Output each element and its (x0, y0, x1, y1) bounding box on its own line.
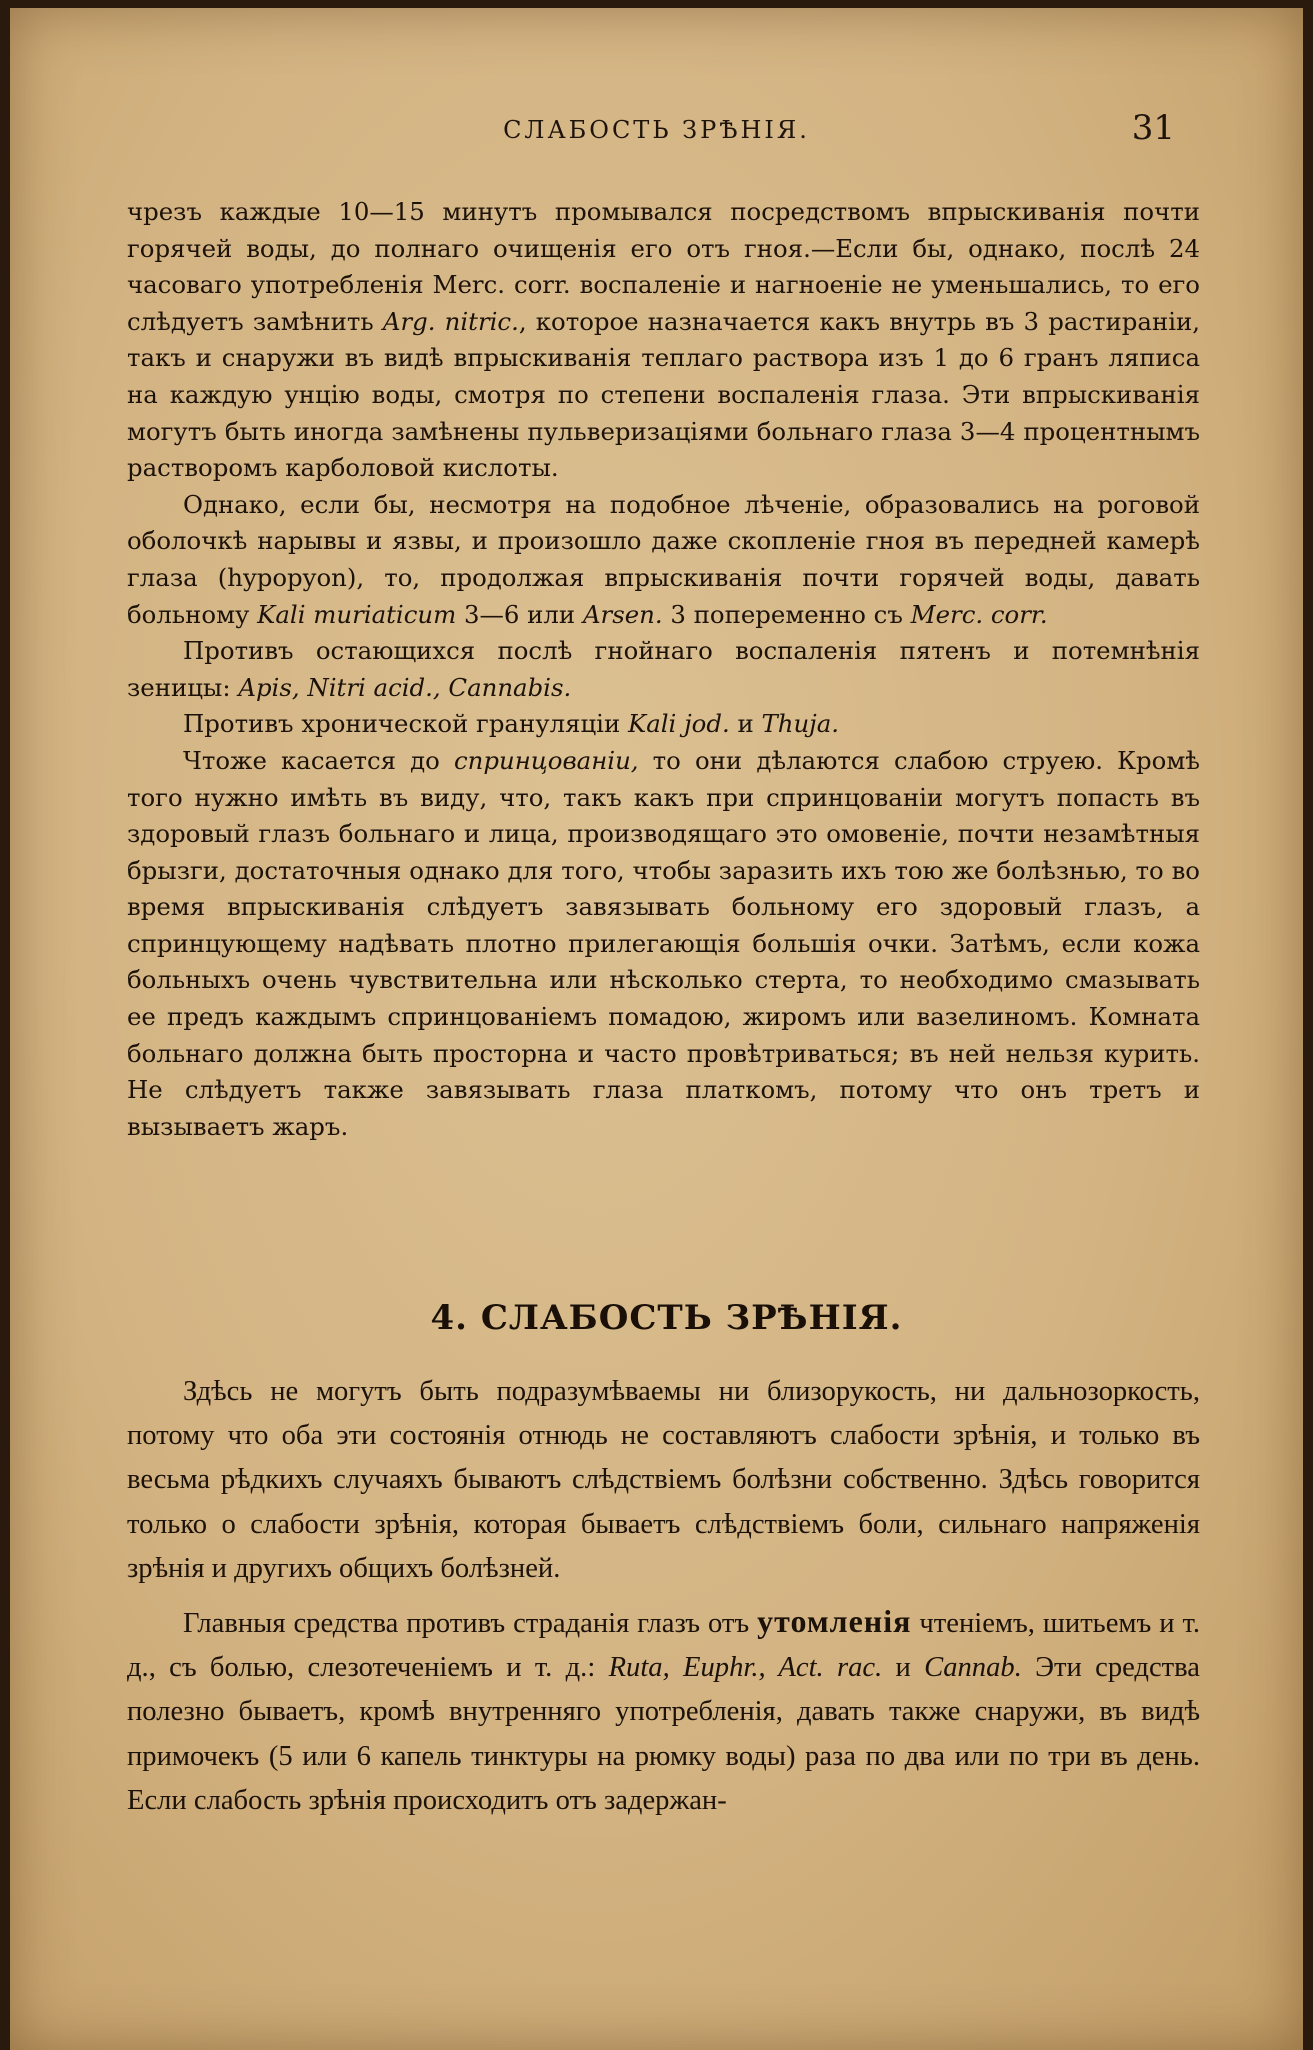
remedy-name: Kali jod. (627, 709, 730, 739)
remedy-name: Arg. nitric. (382, 306, 519, 336)
remedy-name: Cannab. (924, 1652, 1022, 1684)
emphasis: утомленія (757, 1603, 912, 1640)
running-title: СЛАБОСТЬ ЗРѢНІЯ. (503, 116, 810, 144)
remedy-name: Ruta, Euphr., Act. rac. (608, 1652, 883, 1684)
paragraph: Противъ остающихся послѣ гнойнаго воспаленія пятенъ и потемнѣнія зеницы: Apis, Nitri acid., Cannabis. (127, 636, 1200, 702)
book-page (10, 8, 1303, 2050)
paragraph: Чтоже касается до спринцованіи, то они дѣлаются слабою струею. Кромѣ того нужно имѣть въ виду, что, такъ какъ при спринцованіи могутъ попасть въ здоровый глазъ больнаго и лица, производящаго это омовеніе, почти незамѣтныя брызги, достаточныя однако для того, чтобы заразить ихъ тою же болѣзнью, то во время впрыскиванія слѣдуетъ завязывать больному его здоровый глазъ, а спринцующему надѣвать плотно прилегающія большія очки. Затѣмъ, если кожа больныхъ очень чувствительна или нѣсколько стерта, то необходимо смазывать ее предъ каждымъ спринцованіемъ помадою, жиромъ или вазелиномъ. Комната больнаго должна быть просторна и часто провѣтриваться; въ ней нельзя курить. Не слѣдуетъ также завязывать глаза платкомъ, потому что онъ третъ и вызываетъ жаръ. (127, 745, 1200, 1141)
page-number: 31 (1131, 108, 1175, 148)
remedy-name: Thuja. (761, 709, 840, 739)
remedy-name: Arsen. (582, 599, 663, 629)
text-block-large (127, 1370, 1200, 1823)
section-heading: 4. СЛАБОСТЬ ЗРѢНІЯ. (430, 1298, 903, 1338)
paragraph: Однако, если бы, несмотря на подобное лѣченіе, образовались на роговой оболочкѣ нарывы и язвы, и произошло даже скопленіе гноя въ передней камерѣ глаза (hypopyon), то, продолжая впрыскиванія почти горячей воды, давать больному Kali muriaticum 3—6 или Arsen. 3 попеременно съ Merc. corr. (127, 489, 1200, 629)
remedy-name: Kali muriaticum (257, 599, 457, 629)
paragraph: Главныя средства противъ страданія глазъ отъ утомленія чтеніемъ, шитьемъ и т. д., съ болью, слезотеченіемъ и т. д.: Ruta, Euphr., Act. rac. и Cannab. Эти средства полезно бываетъ, кромѣ внутренняго употребленія, давать также снаружи, въ видѣ примочекъ (5 или 6 капель тинктуры на рюмку воды) раза по два или по три въ день. Если слабость зрѣнія происходитъ отъ задержан- (127, 1603, 1200, 1816)
paragraph: Здѣсь не могутъ быть подразумѣваемы ни близорукость, ни дальнозоркость, потому что оба эти состоянія отнюдь не составляютъ слабости зрѣнія, и только въ весьма рѣдкихъ случаяхъ бываютъ слѣдствіемъ болѣзни собственно. Здѣсь говорится только о слабости зрѣнія, которая бываетъ слѣдствіемъ боли, сильнаго напряженія зрѣнія и другихъ общихъ болѣзней. (127, 1376, 1200, 1584)
paragraph: Противъ хронической грануляціи Kali jod. и Thuja. (183, 709, 840, 739)
emphasis: спринцованіи, (454, 745, 639, 775)
page-header (10, 108, 1303, 156)
remedy-name: Merc. corr. (910, 599, 1048, 629)
text-block-small (127, 194, 1200, 1145)
paragraph: чрезъ каждые 10—15 минутъ промывался посредствомъ впрыскиванія почти горячей воды, до полнаго очищенія его отъ гноя.—Если бы, однако, послѣ 24 часоваго употребленія Merc. corr. воспаленіе и нагноеніе не уменьшались, то его слѣдуетъ замѣнить Arg. nitric., которое назначается какъ внутрь въ 3 растираніи, такъ и снаружи въ видѣ впрыскиванія теплаго раствора изъ 1 до 6 гранъ ляписа на каждую унцію воды, смотря по степени воспаленія глаза. Эти впрыскиванія могутъ быть иногда замѣнены пульверизаціями больнаго глаза 3—4 процентнымъ растворомъ карболовой кислоты. (127, 197, 1201, 483)
remedy-name: Apis, Nitri acid., Cannabis. (238, 672, 572, 702)
